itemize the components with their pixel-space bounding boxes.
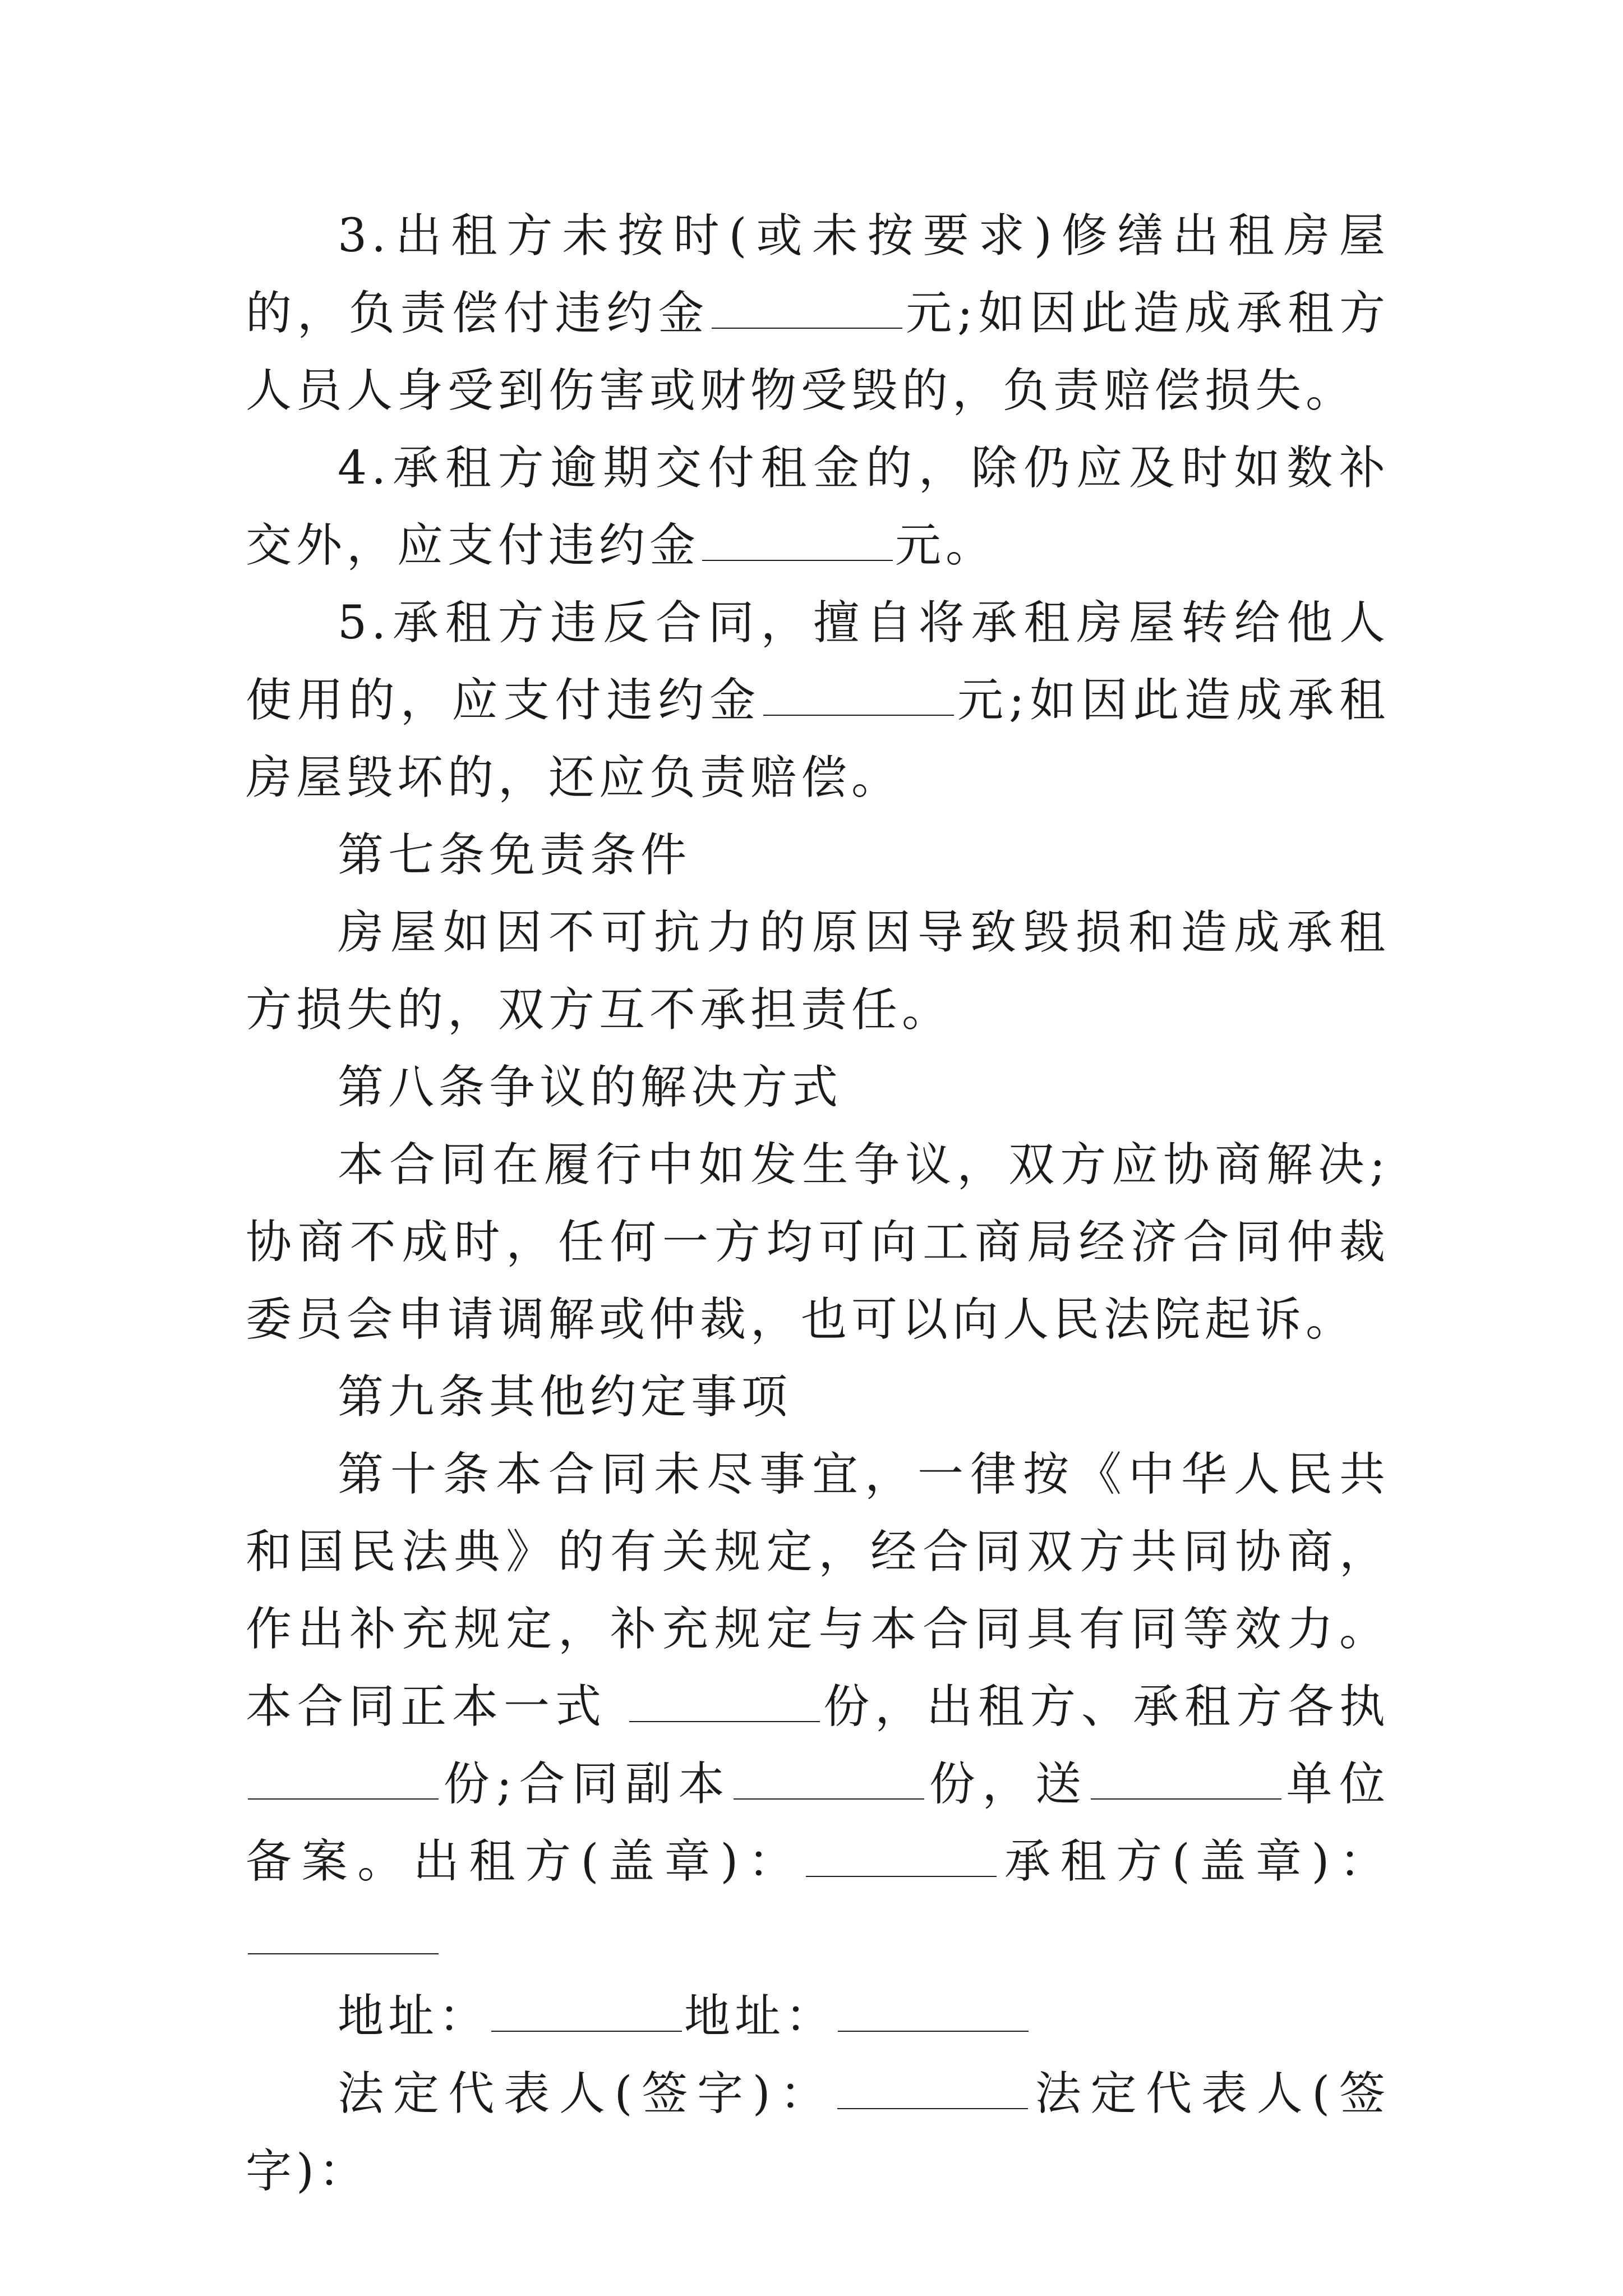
paragraph-text: 房屋如因不可抗力的原因导致毁损和造成承租方损失的，双方互不承担责任。 xyxy=(246,906,1390,1037)
paragraph-representative-line xyxy=(246,2055,1390,2210)
paragraph-text: 份，出租方、承租方各执 xyxy=(822,1680,1390,1733)
paragraph-article-7-title xyxy=(246,817,1390,894)
fill-in-blank[interactable] xyxy=(806,1825,997,1877)
fill-in-blank[interactable] xyxy=(629,1671,820,1722)
paragraph-text: 第八条争议的解决方式 xyxy=(338,1061,843,1114)
fill-in-blank[interactable] xyxy=(248,1748,439,1800)
fill-in-blank[interactable] xyxy=(712,277,902,329)
paragraph-text: 法定代表人(签字)： xyxy=(338,2067,836,2120)
paragraph-text: 第七条免责条件 xyxy=(338,829,691,882)
paragraph-article-10-body xyxy=(246,1436,1390,1978)
paragraph-text: 承租方(盖章)： xyxy=(999,1835,1390,1888)
paragraph-text: 本合同在履行中如发生争议，双方应协商解决;协商不成时，任何一方均可向工商局经济合同仲裁委员会申请调解或仲裁，也可以向人民法院起诉。 xyxy=(246,1138,1390,1346)
paragraph-text: 元。 xyxy=(895,519,997,572)
paragraph-text: 元;如因此造成承租方人员人身受到伤害或财物受毁的，负责赔偿损失。 xyxy=(246,287,1390,417)
fill-in-blank[interactable] xyxy=(702,509,893,561)
paragraph-clause-6-4 xyxy=(246,430,1390,585)
paragraph-text: 元;如因此造成承租房屋毁坏的，还应负责赔偿。 xyxy=(246,674,1390,804)
paragraph-clause-6-3 xyxy=(246,197,1390,430)
paragraph-text: 地址： xyxy=(684,1990,836,2043)
paragraph-text: 4.承租方逾期交付租金的，除仍应及时如数补交外，应支付违约金 xyxy=(246,441,1390,572)
fill-in-blank[interactable] xyxy=(837,2058,1028,2109)
fill-in-blank[interactable] xyxy=(1091,1748,1281,1800)
fill-in-blank[interactable] xyxy=(763,664,954,716)
paragraph-text: 第十条本合同未尽事宜，一律按《中华人民共和国民法典》的有关规定，经合同双方共同协商，作出补充规定，补充规定与本合同具有同等效力。本合同正本一式 xyxy=(246,1448,1390,1733)
paragraph-text: 3.出租方未按时(或未按要求)修缮出租房屋的，负责偿付违约金 xyxy=(246,209,1390,340)
paragraph-text: 份，送 xyxy=(926,1757,1089,1811)
fill-in-blank[interactable] xyxy=(734,1748,924,1800)
paragraph-text: 5.承租方违反合同，擅自将承租房屋转给他人使用的，应支付违约金 xyxy=(246,596,1390,727)
paragraph-text: 单位备案。出租方(盖章)： xyxy=(246,1757,1390,1888)
paragraph-article-9-title xyxy=(246,1359,1390,1436)
contract-body xyxy=(246,197,1390,2210)
paragraph-article-8-body xyxy=(246,1126,1390,1359)
paragraph-text: 第九条其他约定事项 xyxy=(338,1370,792,1424)
paragraph-address-line xyxy=(246,1978,1390,2055)
paragraph-clause-6-5 xyxy=(246,585,1390,817)
paragraph-article-7-body xyxy=(246,894,1390,1049)
fill-in-blank[interactable] xyxy=(248,1903,439,1954)
paragraph-text: 地址： xyxy=(338,1990,490,2043)
paragraph-text: 法定代表人(签字)： xyxy=(246,2067,1390,2198)
fill-in-blank[interactable] xyxy=(491,1980,682,2032)
paragraph-article-8-title xyxy=(246,1049,1390,1126)
paragraph-text: 份;合同副本 xyxy=(441,1757,732,1811)
fill-in-blank[interactable] xyxy=(838,1980,1029,2032)
